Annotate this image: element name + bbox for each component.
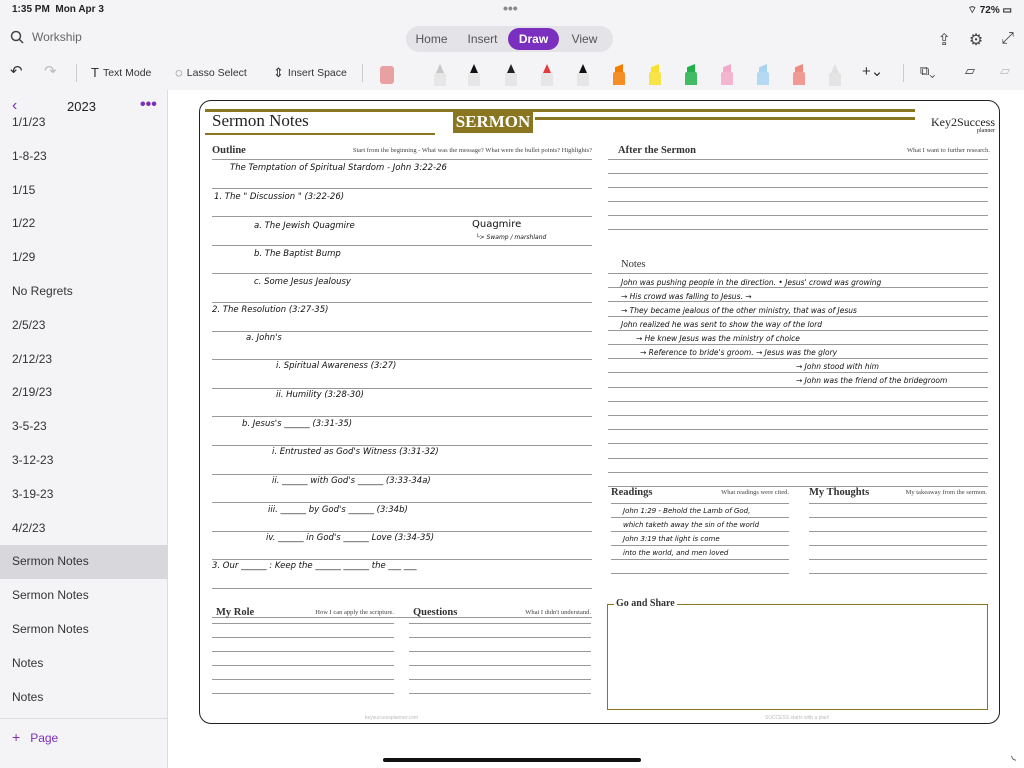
handwriting-line: John was pushing people in the direction. • Jesus' crowd was growing	[621, 278, 882, 287]
highlighter-icon[interactable]	[649, 64, 661, 86]
plus-icon: +	[12, 729, 21, 745]
ruled-line	[409, 651, 591, 652]
ruled-line	[212, 502, 592, 503]
text-mode-button[interactable]	[91, 65, 151, 80]
handwriting-line: → They became jealous of the other ministry, that was of Jesus	[621, 306, 857, 315]
text-mode-label: Text Mode	[102, 66, 152, 79]
page-list	[0, 106, 168, 714]
ruled-line	[212, 445, 592, 446]
pen-icon[interactable]	[505, 64, 517, 86]
tab-insert[interactable]: Insert	[467, 32, 498, 46]
gear-icon[interactable]: ⚙	[968, 32, 984, 49]
questions-section	[413, 607, 591, 618]
thoughts-heading: My Thoughts	[809, 487, 870, 498]
sidebar-page-item[interactable]: 1-8-23	[12, 148, 47, 163]
ruled-line	[409, 623, 591, 624]
ruled-line	[212, 531, 592, 532]
ruled-line	[409, 665, 591, 666]
ruled-line	[212, 588, 592, 589]
ruled-line	[409, 637, 591, 638]
footer-tagline: SUCCESS starts with a plan!	[765, 715, 830, 721]
insert-space-button[interactable]	[273, 65, 347, 81]
insert-space-icon: ⇕	[273, 65, 284, 80]
sermon-notes-sheet	[199, 100, 1000, 724]
chevron-left-icon[interactable]: ‹	[12, 97, 18, 114]
after-sermon-section	[618, 145, 990, 156]
handwriting-line: ii. Humility (3:28-30)	[276, 390, 364, 400]
ribbon-tabs	[406, 26, 613, 52]
section-title: 2023	[67, 99, 96, 114]
ruled-line	[608, 159, 988, 160]
ruled-line	[611, 517, 789, 518]
lasso-select-button[interactable]	[175, 65, 247, 80]
ruled-line	[212, 273, 592, 274]
ruled-line	[212, 331, 592, 332]
sidebar-page-item[interactable]: 3-12-23	[12, 452, 54, 467]
handwriting-line: c. Some Jesus Jealousy	[254, 277, 351, 287]
ruled-line	[212, 416, 592, 417]
ruled-line	[611, 573, 789, 574]
ruled-line	[608, 429, 988, 430]
pen-icon[interactable]	[829, 64, 841, 86]
add-pen-icon[interactable]: +⌄	[862, 63, 884, 80]
ruled-line	[409, 693, 591, 694]
sidebar-page-item[interactable]: 2/12/23	[12, 351, 53, 366]
outline-section	[212, 145, 592, 156]
sidebar-page-item[interactable]: 4/2/23	[12, 520, 46, 535]
ruled-line	[608, 401, 988, 402]
divider	[903, 64, 904, 82]
handwriting-line: ii. ______ with God's ______ (3:33-34a)	[272, 476, 431, 486]
tab-draw[interactable]: Draw	[508, 28, 559, 50]
thoughts-subtitle: My takeaway from the sermon.	[905, 489, 987, 496]
ruled-line	[212, 651, 394, 652]
handwriting-line: └> Swamp / marshland	[476, 234, 547, 241]
eraser-icon[interactable]	[380, 64, 392, 86]
ruled-line	[212, 245, 592, 246]
highlighter-icon[interactable]	[721, 64, 733, 86]
lasso-label: Lasso Select	[186, 66, 247, 79]
ruled-line	[608, 173, 988, 174]
header-rule	[205, 109, 915, 112]
ruled-line	[608, 316, 988, 317]
ruled-line	[608, 472, 988, 473]
handwriting-line: → His crowd was falling to Jesus. →	[621, 292, 752, 301]
search-placeholder: Workship	[32, 30, 82, 44]
handwriting-line: into the world, and men loved	[623, 549, 729, 557]
notes-section	[621, 259, 821, 270]
ruler-icon[interactable]: ▱	[1000, 63, 1010, 78]
questions-heading: Questions	[413, 607, 458, 618]
status-right: ⌔ 72% ▭	[967, 5, 1012, 16]
sidebar-page-item[interactable]: Notes	[12, 689, 44, 704]
top-actions	[937, 30, 1014, 50]
ruled-line	[409, 679, 591, 680]
notes-heading: Notes	[621, 259, 646, 270]
after-sermon-heading: After the Sermon	[618, 145, 696, 156]
ruled-line	[608, 443, 988, 444]
battery-percent: 72%	[979, 5, 1000, 16]
status-time: 1:35 PM Mon Apr 3	[12, 4, 104, 15]
ruled-line	[608, 415, 988, 416]
pen-icon[interactable]	[577, 64, 589, 86]
add-page-button[interactable]	[0, 718, 168, 752]
lasso-icon: ◌	[175, 65, 183, 80]
after-sermon-subtitle: What I want to further research.	[906, 147, 990, 154]
ruled-line	[608, 201, 988, 202]
ruled-line	[809, 545, 987, 546]
sidebar-page-item[interactable]: 2/19/23	[12, 385, 53, 400]
handwriting-line: → John was the friend of the bridegroom	[796, 376, 948, 385]
divider	[362, 64, 363, 82]
ruled-line	[212, 693, 394, 694]
text-mode-icon: T	[91, 65, 99, 80]
handwriting-line: → John stood with him	[796, 362, 879, 371]
ruled-line	[212, 623, 394, 624]
pen-icon[interactable]	[541, 64, 553, 86]
sidebar-page-item[interactable]: No Regrets	[12, 283, 73, 298]
ruled-line	[608, 229, 988, 230]
draw-toolbar	[0, 58, 1024, 88]
more-icon[interactable]: •••	[140, 96, 157, 113]
redo-icon[interactable]: ↷	[44, 63, 57, 80]
ruled-line	[608, 344, 988, 345]
ruled-line	[212, 159, 592, 160]
ruled-line	[611, 559, 789, 560]
readings-section	[611, 487, 789, 498]
handwriting-line: which taketh away the sin of the world	[623, 521, 760, 529]
ruled-line	[809, 503, 987, 504]
page-sidebar	[0, 90, 168, 768]
status-bar	[0, 0, 1024, 20]
ruled-line	[809, 573, 987, 574]
home-indicator[interactable]	[383, 758, 641, 762]
tab-view[interactable]: View	[571, 32, 598, 46]
sermon-banner: SERMON	[453, 111, 533, 133]
multitask-dots[interactable]: •••	[503, 0, 518, 16]
undo-icon[interactable]: ↶	[10, 63, 23, 80]
go-share-heading: Go and Share	[616, 598, 675, 609]
sheet-header	[205, 109, 915, 133]
top-bar	[0, 22, 1024, 56]
sidebar-page-item[interactable]: 1/22	[12, 216, 36, 231]
handwriting-line: iv. ______ in God's ______ Love (3:34-35)	[266, 533, 435, 543]
highlighter-icon[interactable]	[757, 64, 769, 86]
go-and-share-box	[607, 598, 988, 710]
handwriting-line: The Temptation of Spiritual Stardom - John 3:22-26	[230, 163, 447, 173]
ruled-line	[608, 215, 988, 216]
ruled-line	[608, 287, 988, 288]
ruled-line	[608, 187, 988, 188]
handwriting-line: Quagmire	[472, 219, 522, 230]
ruled-line	[608, 458, 988, 459]
role-subtitle: How I can apply the scripture.	[315, 609, 394, 616]
share-icon[interactable]: ⇪	[937, 32, 951, 49]
ruled-line	[212, 388, 592, 389]
brand-logo	[931, 115, 995, 134]
role-section	[216, 607, 394, 618]
handwriting-line: a. The Jewish Quagmire	[254, 221, 355, 231]
brand-sub: planner	[977, 128, 995, 134]
sidebar-page-item[interactable]: 3-19-23	[12, 486, 54, 501]
ruled-line	[212, 188, 592, 189]
pen-icon[interactable]	[468, 64, 480, 86]
expand-icon[interactable]: ⤢	[1001, 30, 1014, 47]
ruled-line	[608, 330, 988, 331]
handwriting-line: i. Spiritual Awareness (3:27)	[276, 361, 397, 371]
sidebar-page-item[interactable]: 3-5-23	[12, 419, 47, 434]
sidebar-page-item[interactable]: Sermon Notes	[12, 621, 89, 636]
sidebar-page-item[interactable]: 1/29	[12, 250, 36, 265]
divider	[76, 64, 77, 82]
search-field[interactable]	[10, 30, 82, 44]
outline-subtitle: Start from the beginning - What was the message? What were the bullet points? Highlights?	[352, 147, 592, 154]
sidebar-page-item[interactable]: 1/1/23	[12, 115, 46, 129]
readings-subtitle: What readings were cited.	[721, 489, 789, 496]
pencil-indicator-icon: ◟	[1011, 748, 1016, 762]
sticky-icon[interactable]: ▱	[965, 63, 975, 78]
handwriting-line: 1. The " Discussion " (3:22-26)	[214, 192, 345, 202]
ruled-line	[212, 679, 394, 680]
brand-name: Key2Success	[931, 115, 995, 129]
header-rule	[535, 117, 915, 120]
handwriting-line: → He knew Jesus was the ministry of choice	[636, 334, 800, 343]
handwriting-line: John 1:29 - Behold the Lamb of God,	[623, 507, 751, 515]
highlighter-icon[interactable]	[613, 64, 625, 86]
ruled-line	[212, 359, 592, 360]
outline-heading: Outline	[212, 145, 246, 156]
ruled-line	[611, 545, 789, 546]
highlighter-icon[interactable]	[793, 64, 805, 86]
ruled-line	[212, 474, 592, 475]
role-heading: My Role	[216, 607, 255, 618]
ruled-line	[212, 302, 592, 303]
tab-home[interactable]: Home	[415, 32, 448, 46]
header-rule	[205, 133, 435, 135]
thoughts-section	[809, 487, 987, 498]
sidebar-page-item[interactable]: 1/15	[12, 182, 36, 197]
sidebar-page-item[interactable]: Sermon Notes	[12, 588, 89, 603]
ruled-line	[608, 372, 988, 373]
ruled-line	[212, 665, 394, 666]
ruled-line	[608, 387, 988, 388]
handwriting-line: → Reference to bride's groom. → Jesus was the glory	[640, 348, 838, 357]
sidebar-page-item[interactable]: 2/5/23	[12, 317, 46, 332]
sidebar-page-item[interactable]: Sermon Notes	[0, 545, 168, 579]
sidebar-page-item[interactable]: Notes	[12, 655, 44, 670]
handwriting-line: i. Entrusted as God's Witness (3:31-32)	[272, 447, 439, 457]
highlighter-icon[interactable]	[685, 64, 697, 86]
handwriting-line: b. Jesus's ______ (3:31-35)	[242, 419, 353, 429]
insert-space-label: Insert Space	[287, 67, 347, 79]
footer-website: keysuccessplanner.com	[365, 715, 419, 721]
questions-subtitle: What I didn't understand.	[525, 609, 591, 616]
pen-icon[interactable]	[434, 64, 446, 86]
ruled-line	[212, 637, 394, 638]
handwriting-line: 2. The Resolution (3:27-35)	[212, 305, 329, 315]
handwriting-line: a. John's	[246, 333, 282, 343]
add-page-label: Page	[30, 731, 59, 745]
ruled-line	[809, 559, 987, 560]
search-icon	[10, 30, 24, 44]
handwriting-line: b. The Baptist Bump	[254, 249, 341, 259]
ruled-line	[212, 216, 592, 217]
ruled-line	[608, 301, 988, 302]
handwriting-line: 3. Our ______ : Keep the ______ ______ the ___ ___	[212, 561, 417, 571]
ruled-line	[608, 358, 988, 359]
sheet-title: Sermon Notes	[212, 111, 309, 130]
ruled-line	[611, 503, 789, 504]
readings-heading: Readings	[611, 487, 653, 498]
note-canvas[interactable]	[168, 90, 1024, 768]
handwriting-line: iii. ______ by God's ______ (3:34b)	[268, 505, 408, 515]
handwriting-line: John 3:19 that light is come	[623, 535, 720, 543]
handwriting-line: John realized he was sent to show the way of the lord	[621, 320, 822, 329]
ruled-line	[809, 531, 987, 532]
shapes-icon[interactable]: ⧉⌄	[920, 63, 936, 78]
ruled-line	[611, 531, 789, 532]
ruled-line	[809, 517, 987, 518]
ruled-line	[608, 273, 988, 274]
